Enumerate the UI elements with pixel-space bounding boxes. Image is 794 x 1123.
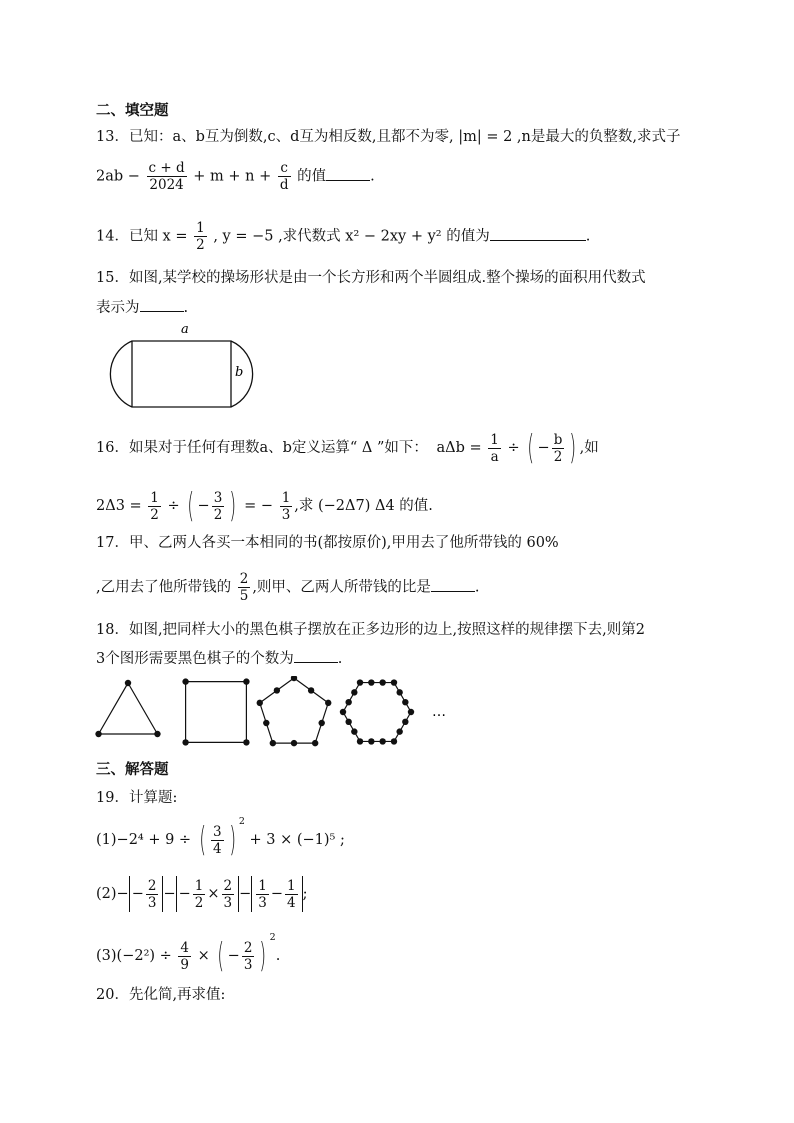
q18-line2: 3个图形需要黑色棋子的个数为 . xyxy=(96,648,342,669)
q13-line1: 13．已知：a、b互为倒数,c、d互为相反数,且都不为零, |m| = 2 ,n是最大的负整数,求式子 xyxy=(96,129,681,145)
q16-def-fraction: $\frac{1}{a}$ xyxy=(490,431,499,465)
q13-fraction-2: $\frac{c}{d}$ xyxy=(279,160,289,193)
pentagon-bead xyxy=(270,740,276,746)
q19-part3: (3)(−2²) ÷ $\frac{4}{9}$ × ( − $\frac{2}{3}$ ) $^2$. xyxy=(96,932,281,976)
q17-line2: ,乙用去了他所带钱的 $\frac{2}{5}$ ,则甲、乙两人所带钱的比是 . xyxy=(96,571,480,604)
hexagon-bead xyxy=(402,699,408,705)
q15-line1: 15．如图,某学校的操场形状是由一个长方形和两个半圆组成.整个操场的面积用代数式 xyxy=(96,270,646,286)
square-bead xyxy=(243,739,249,745)
pentagon-bead xyxy=(274,687,280,693)
hexagon-bead xyxy=(391,679,397,685)
polygon-shapes xyxy=(95,676,414,746)
hexagon-bead xyxy=(345,719,351,725)
pentagon-bead xyxy=(308,687,314,693)
pentagon-bead xyxy=(263,720,269,726)
triangle-bead xyxy=(95,731,101,737)
q19-part1: (1)−2⁴ + 9 ÷ ( $\frac{3}{4}$ ) $^2$ + 3 × (−1)⁵ ; xyxy=(96,816,345,860)
q17-line1: 17．甲、乙两人各买一本相同的书(都按原价),甲用去了他所带钱的 60% xyxy=(96,535,559,551)
q14-answer-blank[interactable] xyxy=(490,226,586,241)
playground-diagram xyxy=(94,318,274,414)
q14-fraction: $\frac{1}{2}$ xyxy=(196,220,205,253)
triangle-outline xyxy=(99,683,158,734)
q13-fraction-1: $\frac{c + d}{2024}$ xyxy=(148,160,185,193)
hexagon-bead xyxy=(408,709,414,715)
square-bead xyxy=(243,678,249,684)
hexagon-bead xyxy=(351,689,357,695)
square-bead xyxy=(182,678,188,684)
hexagon-bead xyxy=(351,728,357,734)
q14-line: 14．已知 x = $\frac{1}{2}$ , y = −5 ,求代数式 x² − 2xy + y² 的值为 . xyxy=(96,220,591,253)
hexagon-bead xyxy=(357,738,363,744)
q18-line1: 18．如图,把同样大小的黑色棋子摆放在正多边形的边上,按照这样的规律摆下去,则第2 xyxy=(96,622,646,638)
q18-answer-blank[interactable] xyxy=(294,648,338,663)
label-a: a xyxy=(181,322,189,337)
hexagon-bead xyxy=(402,719,408,725)
triangle-bead xyxy=(154,731,160,737)
pentagon-bead xyxy=(325,700,331,706)
q20-title: 20．先化简,再求值: xyxy=(96,987,226,1003)
hexagon-bead xyxy=(368,738,374,744)
q13-expr-prefix: 2ab − xyxy=(96,168,140,185)
pentagon-outline xyxy=(260,678,328,743)
q13-expression: 2ab − $\frac{c + d}{2024}$ + m + n + $\frac{c}{d}$ 的值 . xyxy=(96,160,375,193)
hexagon-bead xyxy=(396,689,402,695)
pentagon-bead xyxy=(291,676,297,681)
polygon-pattern-figure xyxy=(90,676,470,748)
section-title-solve: 三、解答题 xyxy=(96,762,169,778)
pentagon-bead xyxy=(318,720,324,726)
q16-example: 2Δ3 = $\frac{1}{2}$ ÷ ( − $\frac{3}{2}$ ) = − $\frac{1}{3}$ ,求 (−2Δ7) Δ4 的值. xyxy=(96,486,433,526)
hexagon-bead xyxy=(345,699,351,705)
q19-part2: (2)− − $\frac{2}{3}$ − − $\frac{1}{2}$ × $\frac{2}{3}$ − $\frac{1}{3}$ − $\frac{1}{4}$ ; xyxy=(96,877,308,911)
hexagon-bead xyxy=(379,738,385,744)
square-bead xyxy=(182,739,188,745)
label-b: b xyxy=(235,365,244,380)
q13-answer-blank[interactable] xyxy=(326,166,370,181)
triangle-bead xyxy=(125,680,131,686)
pentagon-bead xyxy=(257,700,263,706)
q15-line2: 表示为 . xyxy=(96,297,188,318)
q13-suffix: 的值 xyxy=(297,168,327,185)
q14-mid: , y = −5 ,求代数式 x² − 2xy + y² 的值为 xyxy=(213,228,490,245)
q19-title: 19．计算题: xyxy=(96,790,178,806)
q13-expr-mid: + m + n + xyxy=(193,168,272,185)
hexagon-bead xyxy=(396,728,402,734)
hexagon-bead xyxy=(379,679,385,685)
q17-answer-blank[interactable] xyxy=(431,577,475,592)
pentagon-bead xyxy=(291,740,297,746)
hexagon-bead xyxy=(340,709,346,715)
q14-prefix: 14．已知 x = xyxy=(96,228,188,245)
hexagon-bead xyxy=(391,738,397,744)
pentagon-bead xyxy=(312,740,318,746)
square-outline xyxy=(186,682,247,743)
section-title-fill-in: 二、填空题 xyxy=(96,103,169,119)
hexagon-bead xyxy=(368,679,374,685)
q15-answer-blank[interactable] xyxy=(140,297,184,312)
ellipsis-text: … xyxy=(432,704,446,720)
hexagon-bead xyxy=(357,679,363,685)
q16-line1: 16．如果对于任何有理数a、b定义运算“ Δ ”如下： aΔb = $\frac{1}{a}$ ÷ ( − $\frac{b}{2}$ ) ,如 xyxy=(96,428,599,468)
